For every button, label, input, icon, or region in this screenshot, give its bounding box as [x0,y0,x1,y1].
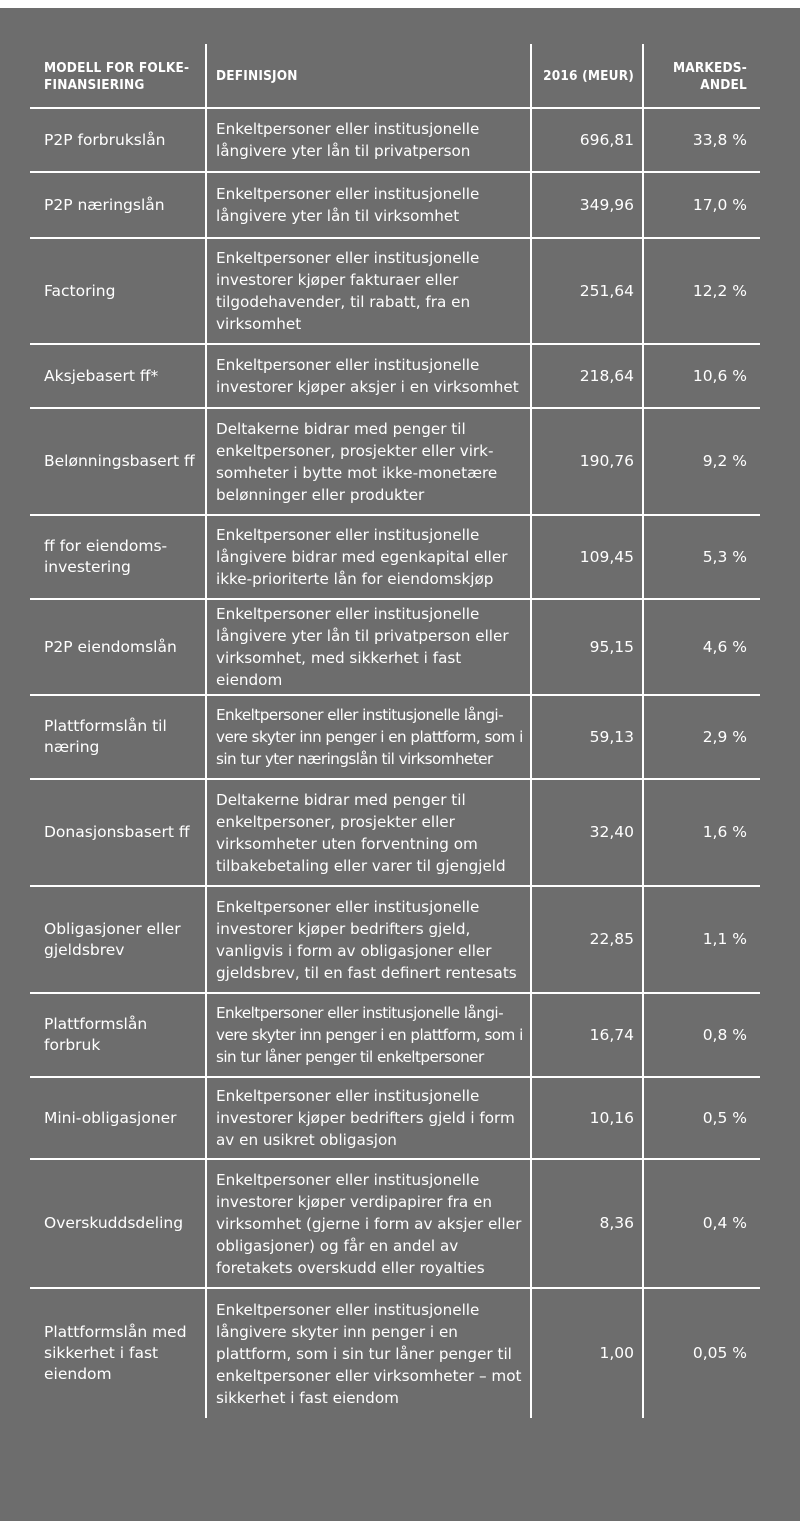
table-row [30,344,760,408]
table-row [30,695,760,779]
share-cell: 2,9 % [643,695,760,779]
model-cell: Belønningsbasert ff [30,408,206,515]
model-cell: P2P eiendomslån [30,599,206,695]
volume-cell: 349,96 [531,172,643,238]
definition-cell: Enkeltpersoner eller institusjonelle långivere bidrar med egenkapital eller ikke-prioriterte lån for eiendomskjøp [206,515,531,599]
table-row [30,1159,760,1288]
model-cell: Factoring [30,238,206,344]
table-header-row [30,44,760,108]
table-row [30,1077,760,1159]
volume-cell: 95,15 [531,599,643,695]
table-row [30,408,760,515]
header-volume: 2016 (MEUR) [531,44,643,108]
volume-cell: 190,76 [531,408,643,515]
model-cell: Overskuddsdeling [30,1159,206,1288]
definition-cell: Enkeltpersoner eller institusjonelle investorer kjøper bedrifters gjeld, vanligvis i form av obligasjoner eller gjeldsbrev, til en fast definert rentesats [206,886,531,993]
table-row [30,172,760,238]
header-model-label: MODELL FOR FOLKE- FINANSIERING [44,59,190,93]
definition-cell: Enkeltpersoner eller institusjonelle långivere yter lån til virksomhet [206,172,531,238]
volume-cell: 109,45 [531,515,643,599]
definition-cell: Enkeltpersoner eller institusjonelle investorer kjøper fakturaer eller tilgodehavender, til rabatt, fra en virksomhet [206,238,531,344]
table-row [30,515,760,599]
volume-cell: 10,16 [531,1077,643,1159]
definition-cell: Enkeltpersoner eller institusjonelle långi-vere skyter inn penger i en plattform, som i sin tur låner penger til enkeltpersoner [206,993,531,1077]
share-cell: 0,5 % [643,1077,760,1159]
definition-cell: Enkeltpersoner eller institusjonelle långivere yter lån til privatperson eller virksomhet, med sikkerhet i fast eiendom [206,599,531,695]
volume-cell: 59,13 [531,695,643,779]
model-cell: Mini-obligasjoner [30,1077,206,1159]
volume-cell: 696,81 [531,108,643,172]
model-cell: Donasjonsbasert ff [30,779,206,886]
model-cell: Plattformslån til næring [30,695,206,779]
definition-cell: Enkeltpersoner eller institusjonelle investorer kjøper aksjer i en virksomhet [206,344,531,408]
table-panel [0,8,800,1521]
definition-cell: Enkeltpersoner eller institusjonelle investorer kjøper bedrifters gjeld i form av en usikret obligasjon [206,1077,531,1159]
table-row [30,599,760,695]
share-cell: 4,6 % [643,599,760,695]
definition-cell: Deltakerne bidrar med penger til enkeltpersoner, prosjekter eller virk-somheter i bytte mot ikke-monetære belønninger eller produkter [206,408,531,515]
volume-cell: 8,36 [531,1159,643,1288]
definition-cell: Deltakerne bidrar med penger til enkeltpersoner, prosjekter eller virksomheter uten forventning om tilbakebetaling eller varer til gjengjeld [206,779,531,886]
volume-cell: 16,74 [531,993,643,1077]
model-cell: P2P forbrukslån [30,108,206,172]
share-cell: 10,6 % [643,344,760,408]
definition-cell: Enkeltpersoner eller institusjonelle långivere skyter inn penger i en plattform, som i sin tur låner penger til enkeltpersoner eller virksomheter – mot sikkerhet i fast eiendom [206,1288,531,1418]
model-cell: Aksjebasert ff* [30,344,206,408]
header-share [643,44,760,108]
share-cell: 33,8 % [643,108,760,172]
share-cell: 1,6 % [643,779,760,886]
share-cell: 0,8 % [643,993,760,1077]
header-definition: DEFINISJON [206,44,531,108]
table-row [30,886,760,993]
share-cell: 17,0 % [643,172,760,238]
header-model [30,44,206,108]
share-cell: 0,4 % [643,1159,760,1288]
share-cell: 9,2 % [643,408,760,515]
volume-cell: 218,64 [531,344,643,408]
share-cell: 5,3 % [643,515,760,599]
definition-cell: Enkeltpersoner eller institusjonelle investorer kjøper verdipapirer fra en virksomhet (gjerne i form av aksjer eller obligasjoner) og får en andel av foretakets overskudd eller royalties [206,1159,531,1288]
volume-cell: 1,00 [531,1288,643,1418]
model-cell: P2P næringslån [30,172,206,238]
share-cell: 0,05 % [643,1288,760,1418]
table-row [30,779,760,886]
model-cell: Plattformslån forbruk [30,993,206,1077]
model-cell: Obligasjoner eller gjeldsbrev [30,886,206,993]
table-row [30,238,760,344]
definition-cell: Enkeltpersoner eller institusjonelle långivere yter lån til privatperson [206,108,531,172]
header-share-label: MARKEDS- ANDEL [672,59,747,93]
model-cell: ff for eiendoms-investering [30,515,206,599]
table-row [30,1288,760,1418]
model-cell: Plattformslån med sikkerhet i fast eiendom [44,1323,187,1383]
volume-cell: 32,40 [531,779,643,886]
definition-cell: Enkeltpersoner eller institusjonelle långi-vere skyter inn penger i en plattform, som i sin tur yter næringslån til virksomheter [206,695,531,779]
share-cell: 1,1 % [643,886,760,993]
table-row [30,993,760,1077]
table-row [30,108,760,172]
volume-cell: 251,64 [531,238,643,344]
volume-cell: 22,85 [531,886,643,993]
crowdfunding-models-table [30,44,760,1418]
share-cell: 12,2 % [643,238,760,344]
